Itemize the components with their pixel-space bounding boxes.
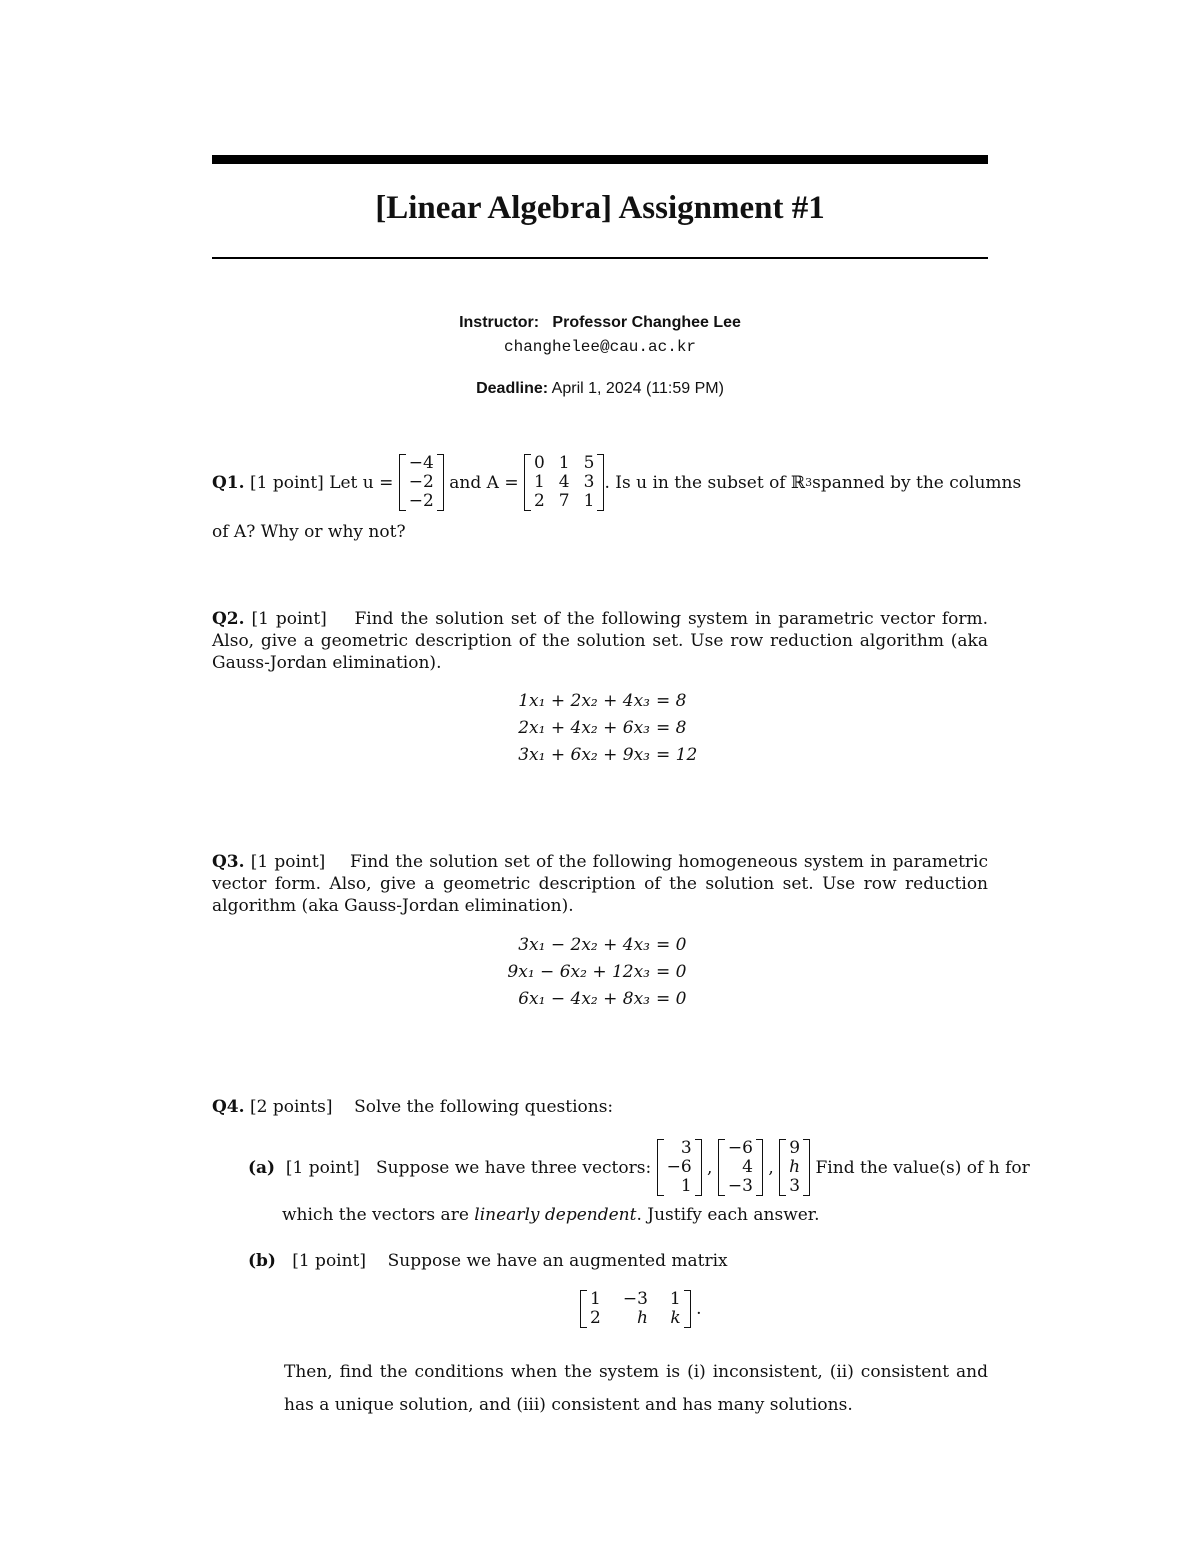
A-entry: 1: [583, 491, 595, 511]
page-title: [Linear Algebra] Assignment #1: [375, 190, 825, 226]
q2-points: [1 point]: [251, 609, 327, 629]
equation-row: 2x₁ + 4x₂ + 6x₃ = 8: [518, 718, 687, 738]
instructor-email: changhelee@cau.ac.kr: [503, 338, 697, 356]
u-vector: [399, 454, 444, 511]
q4a-line2: which the vectors are linearly dependent. Justify each answer.: [282, 1205, 820, 1225]
q4b-label: (b): [248, 1251, 276, 1271]
A-entry: 1: [533, 472, 545, 492]
q2-equations: [500, 688, 700, 769]
matrix-A: [524, 454, 604, 511]
u-entry: −2: [408, 472, 434, 492]
vector-1: 3 −6 1: [657, 1139, 702, 1196]
deadline-line: [212, 380, 988, 398]
q4a-points: [1 point]: [285, 1157, 360, 1178]
q1-text-and: and A =: [449, 472, 519, 493]
q4a-label: (a): [248, 1157, 276, 1178]
instructor-label: Instructor:: [459, 314, 540, 331]
q3-label: Q3.: [212, 852, 245, 872]
equation-row: 3x₁ − 2x₂ + 4x₃ = 0: [518, 935, 687, 955]
q1-text-let: Let u =: [329, 472, 394, 493]
q2-text: Find the solution set of the following system in parametric vector form. Also, give a geometric description of the solution set. Use row reduction algorithm (aka Gauss-Jordan elimination).: [212, 609, 989, 673]
equation-row: 3x₁ + 6x₂ + 9x₃ = 12: [518, 745, 698, 765]
A-entry: 4: [558, 472, 570, 492]
q1-text-question: . Is u in the subset of ℝ: [604, 472, 806, 493]
instructor-line: [212, 314, 988, 332]
linearly-dependent-emphasis: linearly dependent: [474, 1205, 637, 1225]
A-entry: 3: [583, 472, 595, 492]
q2-paragraph: [212, 608, 988, 674]
augmented-matrix-wrap: 1 2 −3 h 1 k .: [580, 1290, 702, 1328]
equation-row: 1x₁ + 2x₂ + 4x₃ = 8: [518, 691, 687, 711]
q2-label: Q2.: [212, 609, 245, 629]
q4-label: Q4.: [212, 1097, 245, 1117]
q1-points: [1 point]: [249, 472, 324, 493]
deadline-value: April 1, 2024 (11:59 PM): [551, 380, 724, 397]
q1-label: Q1.: [212, 472, 245, 493]
u-entry: −2: [408, 491, 434, 511]
A-entry: 1: [558, 453, 570, 473]
A-entry: 7: [558, 491, 570, 511]
equation-row: 9x₁ − 6x₂ + 12x₃ = 0: [507, 962, 687, 982]
q4a-text-after: Find the value(s) of h for: [815, 1157, 1030, 1178]
q4a-line: (a) [1 point] Suppose we have three vectors: 3 −6 1 , −6 4 −3 , 9 h 3 Find the value(s) of h for: [248, 1138, 1030, 1196]
A-entry: 2: [533, 491, 545, 511]
vector-2: −6 4 −3: [718, 1139, 763, 1196]
q1-superscript: 3: [805, 476, 813, 489]
q3-text: Find the solution set of the following homogeneous system in parametric vector form. Also, give a geometric description of the solution set. Use row reduction algorithm (aka Gauss-Jordan elimination).: [212, 852, 989, 916]
title-rule: [212, 257, 988, 259]
q3-paragraph: [212, 851, 988, 917]
q4b-line: [248, 1250, 988, 1272]
top-rule: [212, 155, 988, 164]
q1-line: [212, 453, 1022, 511]
q4-paragraph: [212, 1096, 988, 1118]
deadline-label: Deadline:: [476, 380, 549, 397]
vector-3: 9 h 3: [779, 1139, 810, 1196]
q1-text-rest: spanned by the columns: [812, 472, 1022, 493]
q1-line2: of A? Why or why not?: [212, 522, 406, 542]
q3-equations: [500, 932, 700, 1013]
q4b-points: [1 point]: [292, 1251, 367, 1271]
u-entry: −4: [408, 453, 434, 473]
q3-points: [1 point]: [250, 852, 326, 872]
q4b-text-after: Then, find the conditions when the system is (i) inconsistent, (ii) consistent and has a unique solution, and (iii) consistent and has many solutions.: [284, 1362, 988, 1415]
q4-text: Solve the following questions:: [354, 1097, 614, 1117]
q4b-text: Suppose we have an augmented matrix: [387, 1251, 728, 1271]
A-entry: 0: [533, 453, 545, 473]
augmented-matrix: 1 2 −3 h 1 k: [580, 1290, 691, 1328]
A-entry: 5: [583, 453, 595, 473]
q4a-text-before: Suppose we have three vectors:: [375, 1157, 652, 1178]
q4-points: [2 points]: [249, 1097, 333, 1117]
equation-row: 6x₁ − 4x₂ + 8x₃ = 0: [518, 989, 687, 1009]
instructor-name: Professor Changhee Lee: [552, 314, 741, 331]
